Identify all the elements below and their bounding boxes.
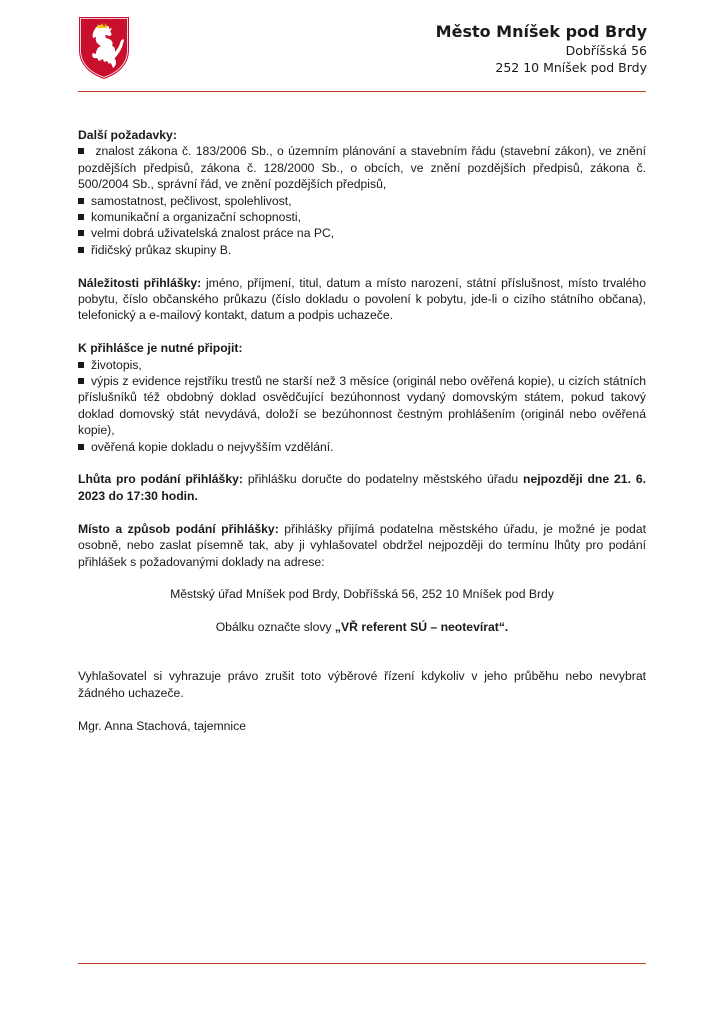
square-bullet-icon xyxy=(78,444,84,450)
requirements-list xyxy=(78,143,646,258)
list-item: velmi dobrá uživatelská znalost práce na PC, xyxy=(78,225,646,241)
document-body xyxy=(78,127,646,734)
square-bullet-icon xyxy=(78,247,84,253)
submission-title: Místo a způsob podání přihlášky: xyxy=(78,521,279,536)
envelope-label: „VŘ referent SÚ – neotevírat“. xyxy=(334,620,509,635)
application-details-text: jméno, příjmení, titul, datum a místo narození, státní příslušnost, místo trvalého pobytu, číslo občanského průkazu (číslo dokladu o povolení k pobytu, jde-li o cizího státního občana), telefonický a e-mailový kontakt, datum a podpis uchazeče. xyxy=(78,275,646,323)
header-address-block xyxy=(436,22,647,76)
envelope-instruction: Obálku označte slovy „VŘ referent SÚ – neotevírat“. xyxy=(215,620,509,635)
list-item: řidičský průkaz skupiny B. xyxy=(78,242,646,258)
street-address: Dobříšská 56 xyxy=(565,43,647,58)
submission-text: přihlášky přijímá podatelna městského úřadu, je možné je podat osobně, nebo zaslat písemně tak, aby ji vyhlašovatel obdržel nejpozději do termínu lhůty pro podání přihlášek s požadovanými doklady na adrese: xyxy=(78,521,646,569)
application-details-paragraph xyxy=(78,275,646,324)
list-item: samostatnost, pečlivost, spolehlivost, xyxy=(78,193,646,209)
city-name: Město Mníšek pod Brdy xyxy=(435,22,647,41)
attachments-heading: K přihlášce je nutné připojit: xyxy=(78,341,243,356)
header-divider xyxy=(78,91,646,92)
submission-paragraph xyxy=(78,521,646,570)
list-item: komunikační a organizační schopnosti, xyxy=(78,209,646,225)
deadline-title: Lhůta pro podání přihlášky: xyxy=(78,472,243,487)
square-bullet-icon xyxy=(78,198,84,204)
deadline-date: nejpozději dne 21. 6. 2023 do 17:30 hodin. xyxy=(78,472,646,503)
deadline-paragraph xyxy=(78,471,646,504)
signature: Mgr. Anna Stachová, tajemnice xyxy=(78,718,247,733)
square-bullet-icon xyxy=(78,378,84,384)
footer-divider xyxy=(78,963,646,964)
requirements-heading: Další požadavky: xyxy=(78,128,177,142)
list-item: znalost zákona č. 183/2006 Sb., o územním plánování a stavebním řádu (stavební zákon), ve znění pozdějších předpisů, zákona č. 128/2000 Sb., o obcích, ve znění pozdějších předpisů, zákona č. 500/2004 Sb., správní řád, ve znění pozdějších předpisů, xyxy=(78,144,646,192)
application-details-title: Náležitosti přihlášky: xyxy=(78,275,202,290)
square-bullet-icon xyxy=(78,230,84,236)
list-item: výpis z evidence rejstříku trestů ne starší než 3 měsíce (originál nebo ověřená kopie), u cizích státních příslušníků též obdobný doklad osvědčující bezúhonnost vydaný domovským státem, pokud takový doklad domovský stát nevydává, doloží se bezúhonnost čestným prohlášením (originál nebo ověřená kopie), xyxy=(78,374,646,438)
list-item: ověřená kopie dokladu o nejvyšším vzdělání. xyxy=(78,439,646,455)
deadline-text: přihlášku doručte do podatelny městského úřadu xyxy=(242,472,524,487)
square-bullet-icon xyxy=(78,148,84,154)
attachments-list xyxy=(78,357,646,455)
city-coat-of-arms-logo xyxy=(78,16,130,80)
square-bullet-icon xyxy=(78,362,84,368)
list-item: životopis, xyxy=(78,357,646,373)
postal-address: 252 10 Mníšek pod Brdy xyxy=(495,60,647,75)
square-bullet-icon xyxy=(78,214,84,220)
reservation-paragraph: Vyhlašovatel si vyhrazuje právo zrušit toto výběrové řízení kdykoliv v jeho průběhu nebo nevybrat žádného uchazeče. xyxy=(78,669,646,700)
office-address: Městský úřad Mníšek pod Brdy, Dobříšská 56, 252 10 Mníšek pod Brdy xyxy=(170,587,554,602)
